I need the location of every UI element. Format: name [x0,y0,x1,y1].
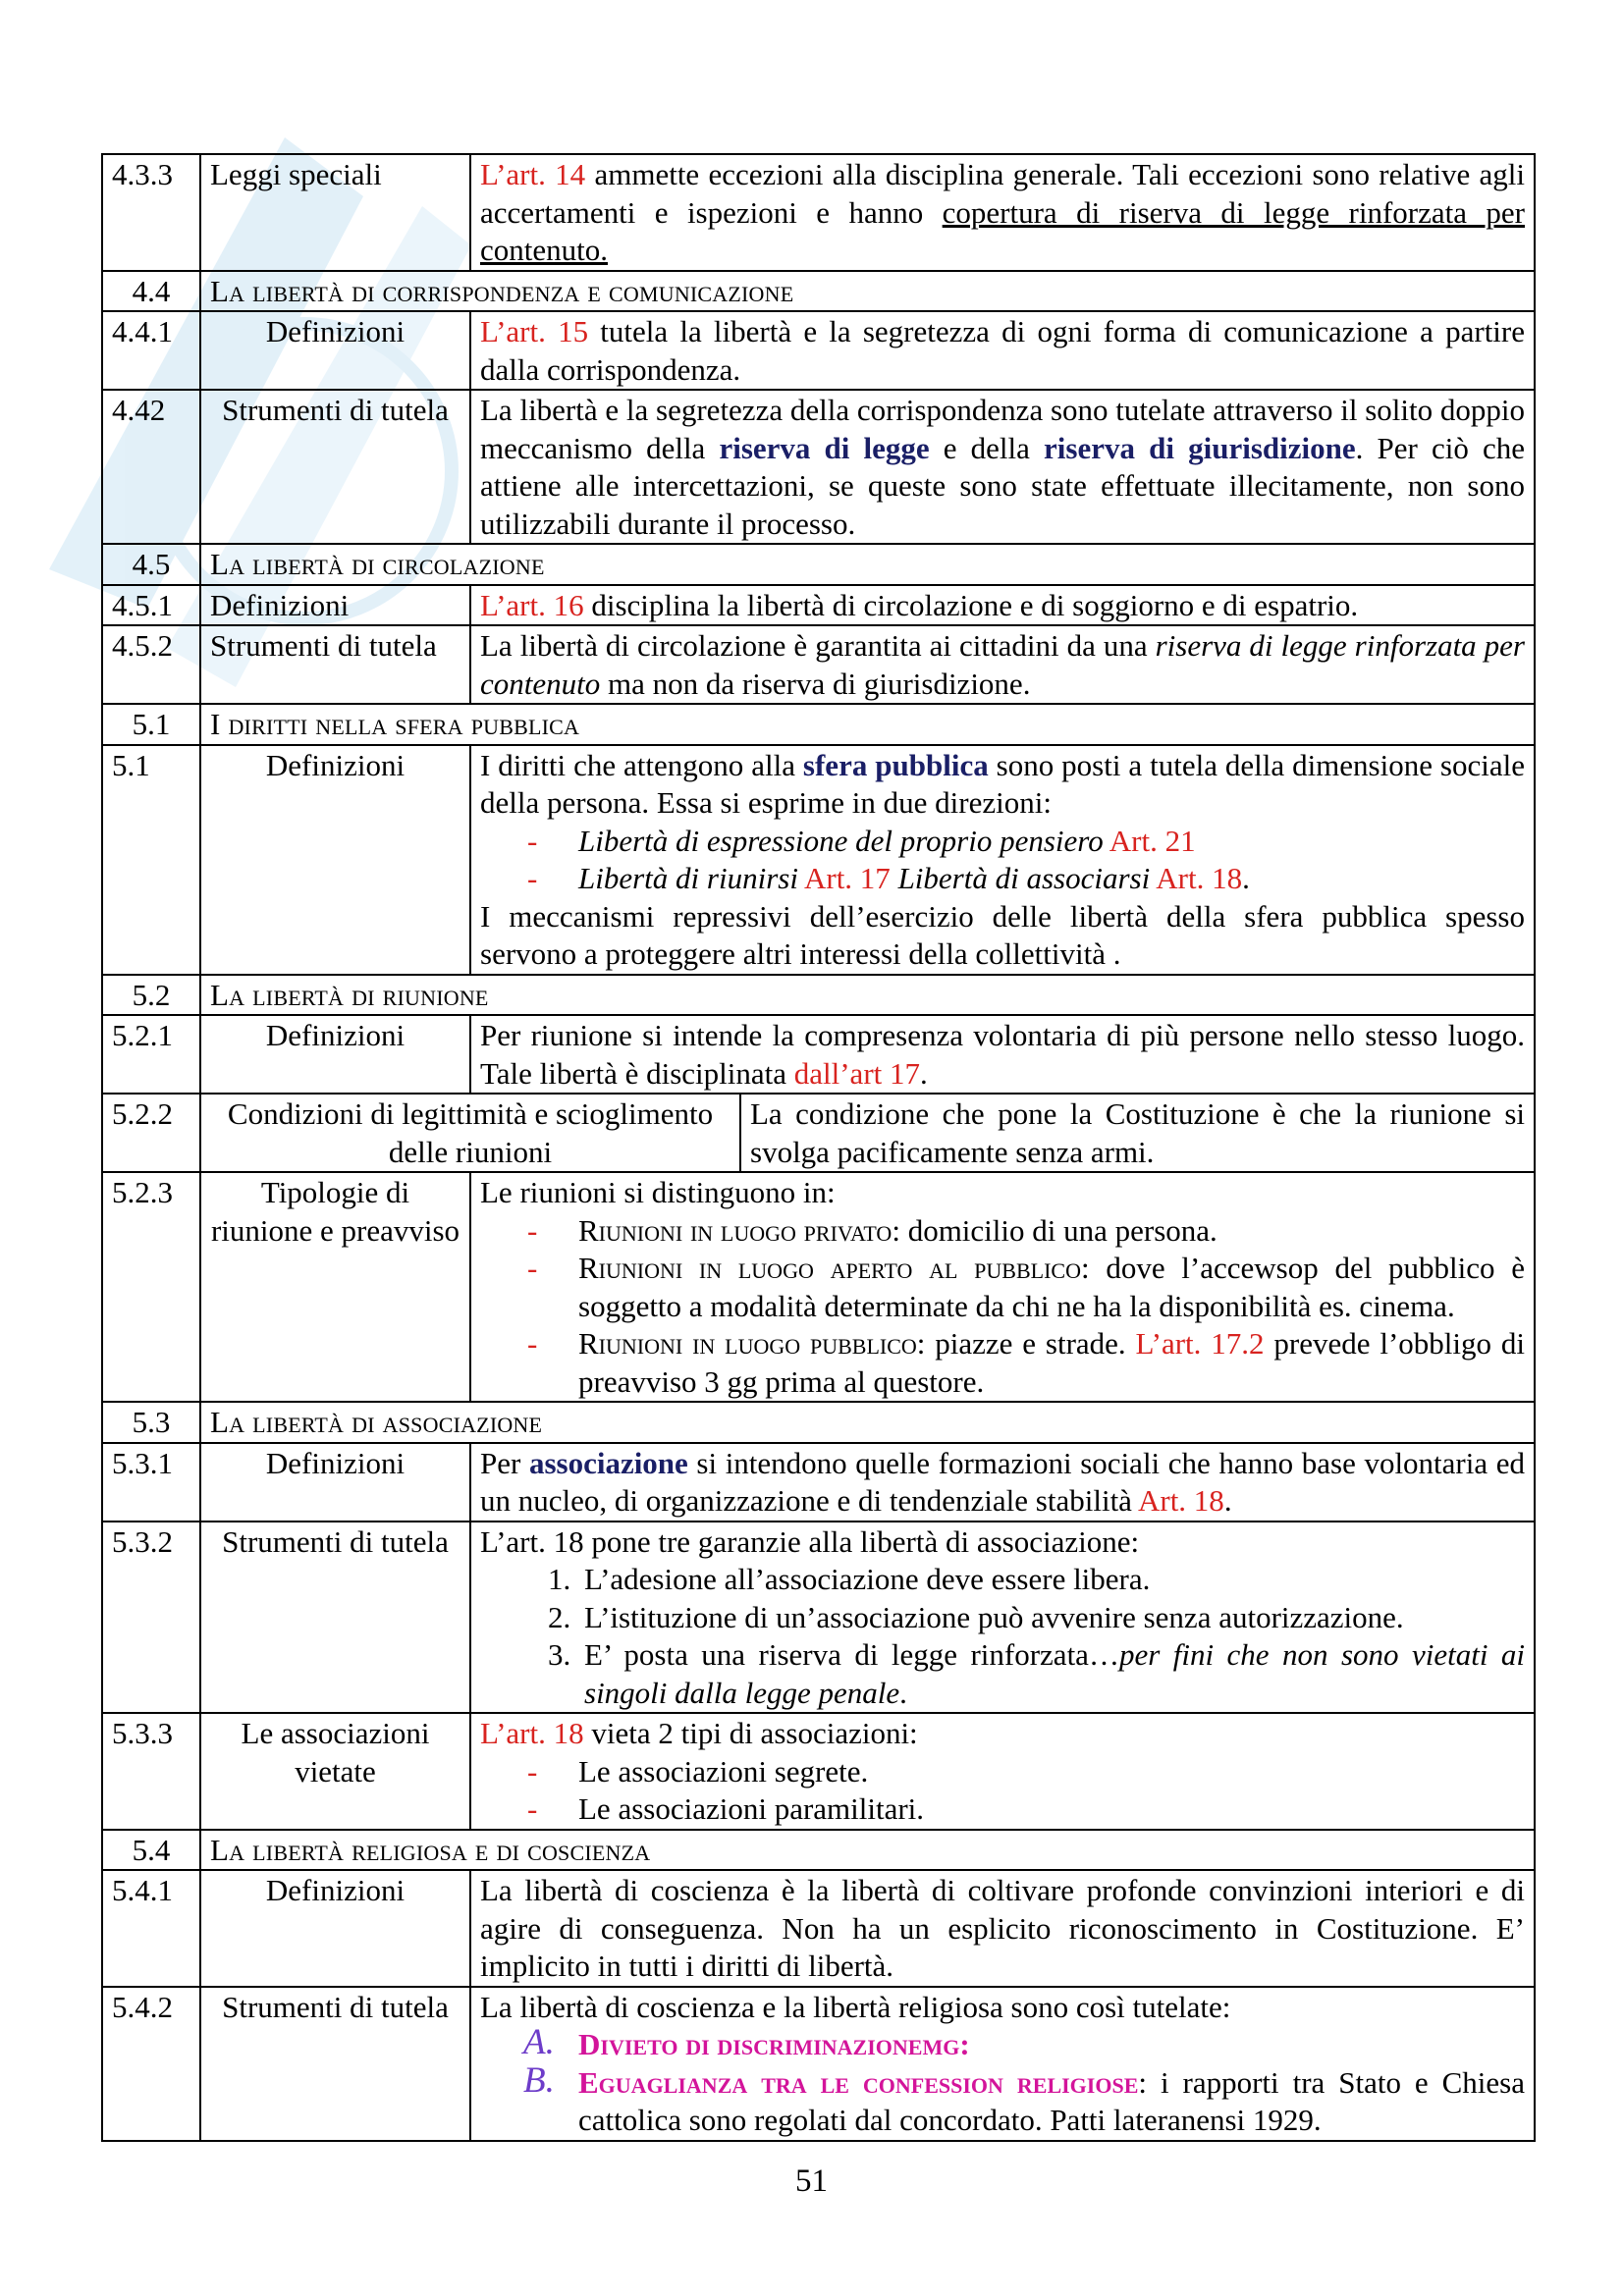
row-number: 5.2.1 [102,1015,200,1094]
text-red: L’ [480,157,507,191]
text-red: 14 [555,157,586,191]
table-row [102,154,1535,271]
list-item: 1. L’adesione all’associazione deve essere libera. [578,1561,1525,1599]
text: Per riunione si intende la compresenza volontaria di più persone nello stesso luogo. Tale libertà è disciplinata [480,1018,1525,1091]
table-row [102,625,1535,704]
row-label: Definizioni [200,1015,470,1094]
table-row [102,1172,1535,1402]
text: Le riunioni si distinguono in: [480,1175,836,1209]
bullet-list [480,1212,1525,1402]
row-label: Strumenti di tutela [200,390,470,544]
text: L’art. 18 pone tre garanzie alla libertà di associazione: [480,1523,1140,1559]
text [546,1716,554,1750]
text: si intendono quelle formazioni sociali che hanno base volontaria ed un nucleo, di organizzazione e di tendenziale stabilità [480,1445,1525,1518]
text-italic: Libertà di espressione del proprio pensiero [578,823,1104,858]
text [546,157,555,191]
text: . [1223,1483,1232,1518]
row-number: 5.1 [102,745,200,975]
text-smallcaps: Riunioni in luogo aperto al pubblico [578,1251,1081,1285]
bullet-list [480,1753,1525,1829]
list-letter: B. [523,2059,555,2101]
list-item [523,2022,1525,2064]
row-label: Definizioni [200,745,470,975]
section-row [102,544,1535,585]
text-smallcaps: Riunioni in luogo privato [578,1212,893,1248]
table-row [102,585,1535,626]
list-item: - Le associazioni segrete. [578,1753,1525,1791]
text-italic: Libertà di riunirsi [578,861,798,895]
text-bold: sfera pubblica [802,747,989,782]
row-number: 4.5.1 [102,585,200,626]
page-number: 51 [795,2163,828,2199]
row-text [470,311,1535,390]
list-item [523,2059,1525,2140]
text: tutela la libertà e la segretezza di ogni forma di comunicazione a partire dalla corrispondenza. [480,314,1526,387]
text-red: L’art. [480,587,546,622]
text: I diritti che attengono alla [480,747,803,782]
row-text: La condizione che pone la Costituzione è che la riunione si svolga pacificamente senza armi. [740,1094,1535,1172]
text: e della [929,430,1045,465]
section-title: I diritti nella sfera pubblica [200,704,1535,745]
list-item [578,1250,1525,1325]
text-red: Art. 18 [1137,1483,1224,1518]
text-bold: riserva di legge [719,430,930,465]
text-red: dall’art 17 [793,1055,921,1091]
numbered-list [480,1561,1525,1712]
text: prevede l’obbligo di preavviso 3 gg prima al questore. [578,1326,1525,1399]
row-number: 5.3.3 [102,1713,200,1830]
table-row [102,1713,1535,1830]
row-label: Strumenti di tutela [200,1987,470,2141]
table-row [102,745,1535,975]
row-number: 5.2.2 [102,1094,200,1172]
row-label: Le associazioni vietate [200,1713,470,1830]
list-item [578,1212,1525,1251]
text-red: 18 [553,1716,584,1750]
text-magenta: Eguaglianza tra le confession religiose [578,2064,1139,2100]
text-italic: per fini che non sono vietati ai singoli dalla legge penale [584,1637,1526,1710]
text-red: Art. 18 [1150,861,1243,895]
list-item [578,823,1525,861]
row-label: Condizioni di legittimità e scioglimento delle riunioni [200,1094,740,1172]
section-title: La libertà religiosa e di coscienza [200,1830,1535,1871]
text: : i rapporti tra Stato e Chiesa cattolica sono regolati dal concordato. Patti lateranensi 1929. [578,2064,1525,2137]
row-text [470,390,1535,544]
section-number: 4.5 [102,544,200,585]
row-label: Strumenti di tutela [200,1522,470,1714]
section-title: La libertà di circolazione [200,544,1535,585]
text: : dove l’accewsop del pubblico è soggetto a modalità determinate da chi ne ha la disponibilità es. cinema. [578,1251,1525,1323]
row-label: Definizioni [200,311,470,390]
text-red: L’art. 17.2 [1135,1326,1265,1361]
text: E’ posta una riserva di legge rinforzata… [584,1637,1119,1672]
lettered-list [480,2022,1525,2140]
section-row [102,271,1535,312]
text-smallcaps: Riunioni in luogo pubblico [578,1326,917,1361]
text-italic: riserva di legge rinforzata per contenuto [480,628,1526,701]
text-underlined: copertura di riserva di legge rinforzata per contenuto. [480,194,1525,267]
row-text [470,1443,1535,1522]
text-red: art. [506,157,546,191]
row-text [470,1987,1535,2141]
table-row [102,1443,1535,1522]
section-title: La libertà di riunione [200,975,1535,1016]
text [546,314,558,348]
bullet-list [480,823,1525,898]
section-number: 5.4 [102,1830,200,1871]
text: La libertà e la segretezza della corrispondenza sono tutelate attraverso il solito doppio meccanismo della [480,393,1525,465]
row-number: 5.2.3 [102,1172,200,1402]
text: : domicilio di una persona. [892,1212,1217,1248]
section-row [102,704,1535,745]
row-number: 4.3.3 [102,154,200,271]
table-row [102,390,1535,544]
text-red: 15 [558,314,589,348]
section-number: 5.1 [102,704,200,745]
text: : piazze e strade. [916,1326,1136,1361]
list-item: 2. L’istituzione di un’associazione può avvenire senza autorizzazione. [578,1599,1525,1637]
row-label: Definizioni [200,1443,470,1522]
text: Per [480,1445,529,1480]
section-row [102,975,1535,1016]
section-title: La libertà di corrispondenza e comunicazione [200,271,1535,312]
text: La libertà di coscienza e la libertà religiosa sono così tutelate: [480,1989,1231,2024]
text: . Per ciò che attiene alle intercettazioni, se queste sono state effettuate illecitamente, non sono utilizzabili durante il processo. [480,430,1525,541]
row-text [470,1713,1535,1830]
section-number: 5.2 [102,975,200,1016]
section-title: La libertà di associazione [200,1402,1535,1443]
list-letter: A. [523,2022,555,2062]
row-number: 4.5.2 [102,625,200,704]
text-red: 16 [553,587,584,622]
text: . [920,1055,928,1091]
text [546,588,554,622]
text: ma non da riserva di giurisdizione. [600,666,1031,701]
content-table [101,153,1536,2142]
row-number: 5.3.2 [102,1522,200,1714]
text: sono posti a tutela della dimensione sociale della persona. Essa si esprime in due direzioni: [480,747,1526,820]
row-number: 5.3.1 [102,1443,200,1522]
row-text [470,1522,1535,1714]
row-label: Strumenti di tutela [200,625,470,704]
text: La libertà di circolazione è garantita ai cittadini da una [480,628,1156,663]
text-red: Art. 17 [797,861,898,895]
text-bold: associazione [528,1445,688,1480]
text: vieta 2 tipi di associazioni: [583,1716,918,1750]
row-text [470,585,1535,626]
list-item: - Le associazioni paramilitari. [578,1790,1525,1829]
text: disciplina la libertà di circolazione e di soggiorno e di espatrio. [583,587,1359,622]
text-red: Art. 21 [1103,823,1196,858]
text: ammette eccezioni alla disciplina generale. Tali eccezioni sono relative agli accertamenti e ispezioni e hanno [480,157,1525,230]
table-row [102,311,1535,390]
row-text [470,625,1535,704]
list-item [578,1325,1525,1401]
section-row [102,1830,1535,1871]
table-row [102,1870,1535,1987]
table-row [102,1987,1535,2141]
text: . [899,1675,907,1710]
section-row [102,1402,1535,1443]
row-text [470,745,1535,975]
row-text [470,1015,1535,1094]
text-magenta: Divieto di discriminazionemg: [578,2027,970,2061]
row-number: 5.4.1 [102,1870,200,1987]
row-number: 4.4.1 [102,311,200,390]
table-row [102,1094,1535,1172]
row-label: Definizioni [200,1870,470,1987]
table-row [102,1015,1535,1094]
row-text: La libertà di coscienza è la libertà di coltivare profonde convinzioni interiori e di agire di conseguenza. Non ha un esplicito riconoscimento in Costituzione. E’ implicito in tutti i diritti di libertà. [470,1870,1535,1987]
row-text [470,154,1535,271]
section-number: 4.4 [102,271,200,312]
text-red: L’art. [480,1716,546,1750]
list-item: - Libertà di riunirsi Art. 17 Libertà di associarsi Art. 18. [578,860,1525,898]
row-label: Tipologie di riunione e preavviso [200,1172,470,1402]
text-red: L’art. [480,314,546,348]
list-item [578,1636,1525,1712]
row-label: Leggi speciali [200,154,470,271]
table-row [102,1522,1535,1714]
row-number: 4.42 [102,390,200,544]
text-bold: riserva di giurisdizione [1044,430,1356,465]
text-italic: Libertà di associarsi [897,861,1151,895]
row-text [470,1172,1535,1402]
text: I meccanismi repressivi dell’esercizio delle libertà della sfera pubblica spesso servono a proteggere altri interessi della collettività . [480,898,1525,971]
row-number: 5.4.2 [102,1987,200,2141]
row-label: Definizioni [200,585,470,626]
section-number: 5.3 [102,1402,200,1443]
